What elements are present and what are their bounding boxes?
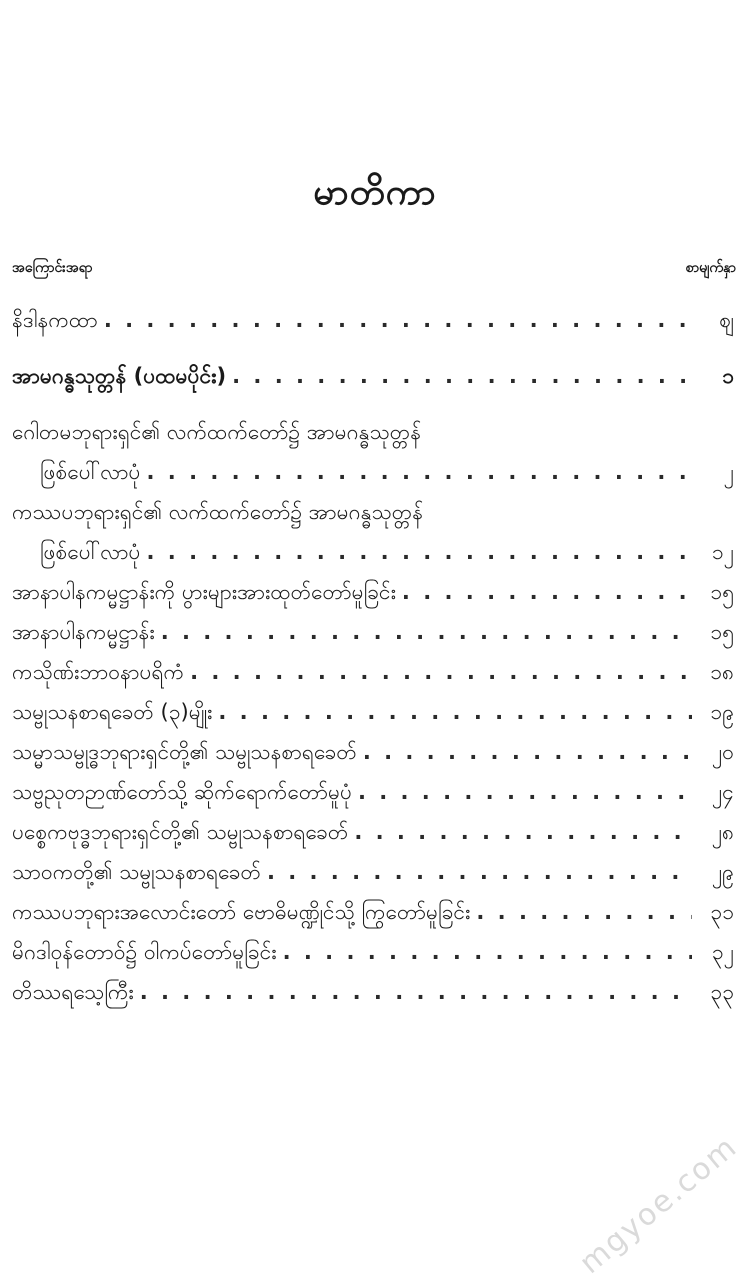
toc-entry-page: ၁၈ — [710, 660, 734, 684]
subject-column-label: အကြောင်းအရာ — [12, 260, 93, 276]
toc-entry[interactable] — [12, 892, 734, 932]
toc-entry-title: သမ္ဗုသနစာရခေတ် (၃)မျိုး — [12, 700, 213, 724]
toc-entry-title: အာမဂန္ဓသုတ္တန် (ပထမပိုင်း) — [12, 364, 227, 388]
toc-entry-title: သာဝကတို့၏ သမ္ဗုသနစာရခေတ် — [12, 860, 261, 884]
toc-entry-title: အာနာပါနကမ္မဋ္ဌာန်းကို ပွားများအားထုတ်တော်မူခြင်း — [12, 580, 396, 604]
toc-entry-title: ပစ္စေကဗုဒ္ဓဘုရားရှင်တို့၏ သမ္ဗုသနစာရခေတ် — [12, 820, 349, 844]
dot-leader — [283, 932, 692, 972]
dot-leader — [218, 692, 692, 732]
toc-entry-page: ၂၀ — [711, 740, 734, 764]
site-watermark: mgyoe.com — [572, 1129, 744, 1281]
toc-entry[interactable] — [12, 852, 734, 892]
dot-leader — [190, 652, 692, 692]
toc-entry-page: ၁၅ — [710, 620, 734, 644]
column-header — [12, 258, 736, 279]
toc-entry[interactable] — [12, 972, 734, 1012]
toc-entry-page: ဈ — [719, 308, 734, 332]
page-title: မာတိကာ — [313, 172, 437, 213]
dot-leader — [267, 852, 692, 892]
dot-leader — [363, 732, 692, 772]
toc-entry[interactable] — [12, 652, 734, 692]
toc-entry-page: ၁၉ — [710, 700, 734, 724]
toc-entry-page: ၁ — [722, 364, 734, 388]
toc-entry-title: သမ္မာသမ္ဗုဒ္ဓဘုရားရှင်တို့၏ သမ္ဗုသနစာရခေတ် — [12, 740, 357, 764]
toc-entry[interactable] — [12, 612, 734, 652]
toc-entry-page: ၂ — [723, 460, 734, 484]
toc-entry-page: ၃၂ — [711, 940, 734, 964]
toc-entry[interactable] — [12, 532, 734, 572]
toc-entry-title: သဗ္ဗညုတဉာဏ်တော်သို့ ဆိုက်ရောက်တော်မူပုံ — [12, 780, 352, 804]
toc-entry-title: ကသိုဏ်းဘာဝနာပရိကံ — [12, 660, 185, 684]
toc-entry-title: မိဂဒါဝုန်တောဝ်၌ ဝါကပ်တော်မူခြင်း — [12, 940, 277, 964]
toc-entry-title: နိဒါနကထာ — [12, 308, 98, 332]
toc-entry-title: ကဿပဘုရားအလောင်းတော် ဗောဓိမဏ္ဍိုင်သို့ ကြွတော်မူခြင်း — [12, 900, 471, 924]
toc-entry-page: ၁၂ — [711, 540, 734, 564]
toc-entry-page: ၃၃ — [710, 980, 734, 1004]
toc-entry[interactable] — [12, 692, 734, 732]
toc-entry-title: တိဿရသေ့ကြီး — [12, 980, 134, 1004]
toc-entry[interactable] — [12, 356, 734, 396]
toc-entry[interactable] — [12, 732, 734, 772]
toc-entry-title: ဖြစ်ပေါ်လာပုံ — [40, 540, 141, 564]
page-column-label: စာမျက်နှာ — [685, 260, 736, 276]
toc-entry[interactable] — [12, 812, 734, 852]
toc-entry-heading: ကဿပဘုရားရှင်၏ လက်ထက်တော်၌ အာမဂန္ဓသုတ္တန် — [12, 500, 424, 524]
toc-entry-title: ဖြစ်ပေါ်လာပုံ — [40, 460, 141, 484]
toc-entry-page: ၃၁ — [710, 900, 734, 924]
toc-entry-page: ၁၅ — [710, 580, 734, 604]
toc-entry[interactable] — [12, 452, 734, 492]
toc-entry-title: အာနာပါနကမ္မဋ္ဌာန်း — [12, 620, 155, 644]
dot-leader — [147, 532, 693, 572]
toc-entry-page: ၂၄ — [711, 780, 734, 804]
table-of-contents — [12, 300, 734, 1012]
dot-leader — [147, 452, 693, 492]
dot-leader — [354, 812, 692, 852]
dot-leader — [104, 300, 692, 340]
dot-leader — [476, 892, 692, 932]
dot-leader — [140, 972, 692, 1012]
toc-entry-page: ၂၈ — [711, 820, 734, 844]
toc-entry[interactable] — [12, 572, 734, 612]
toc-entry[interactable] — [12, 300, 734, 340]
dot-leader — [402, 572, 692, 612]
dot-leader — [232, 356, 692, 396]
toc-entry[interactable] — [12, 772, 734, 812]
toc-entry-page: ၂၉ — [711, 860, 734, 884]
toc-entry[interactable] — [12, 932, 734, 972]
toc-entry-heading: ဂေါတမဘုရားရှင်၏ လက်ထက်တော်၌ အာမဂန္ဓသုတ္တန် — [12, 420, 422, 444]
dot-leader — [161, 612, 692, 652]
dot-leader — [358, 772, 692, 812]
